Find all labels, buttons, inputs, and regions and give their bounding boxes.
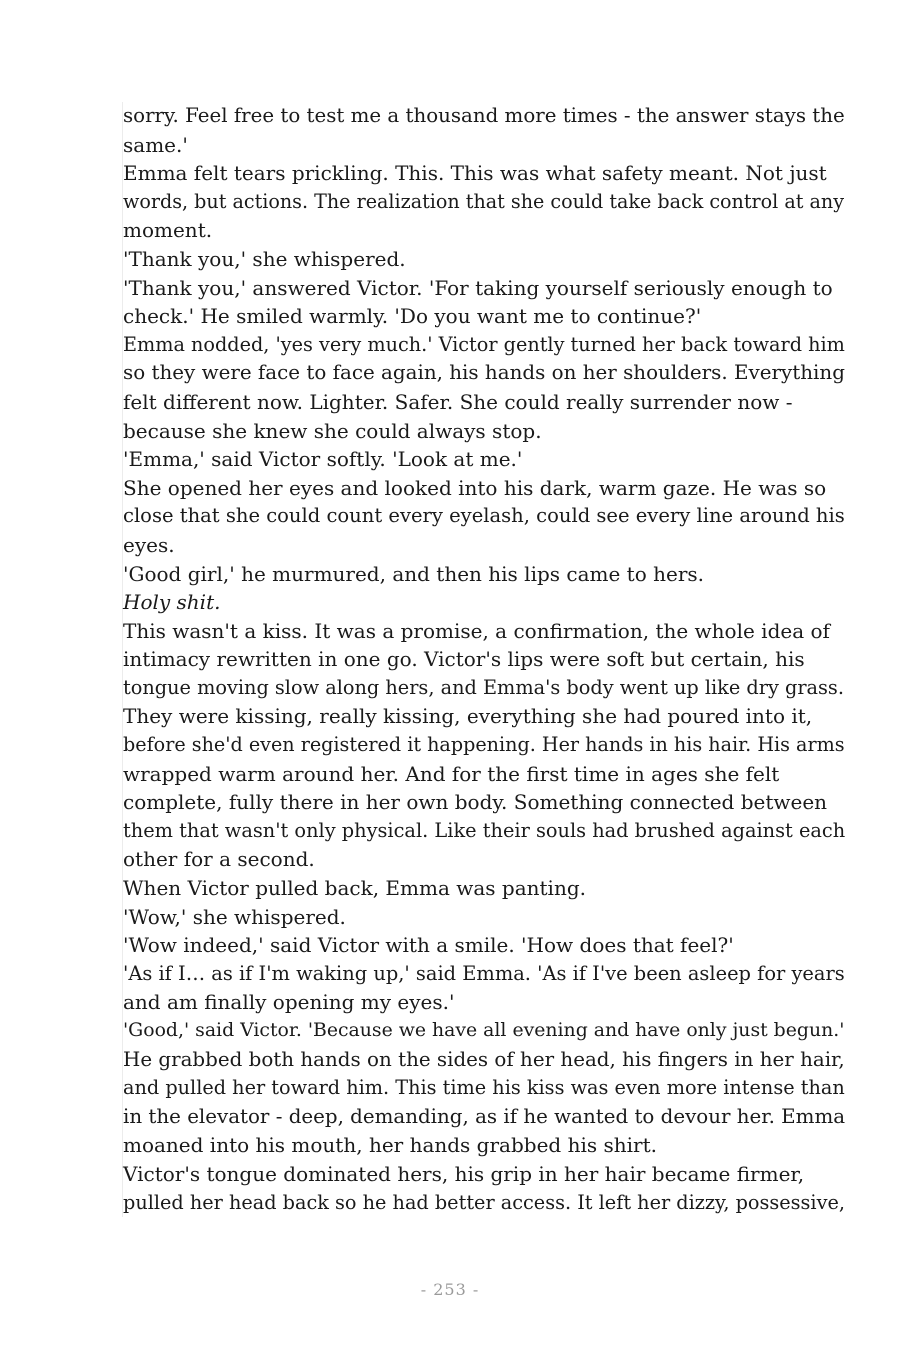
text-line: 'Thank you,' she whispered. — [123, 246, 406, 271]
text-line: He grabbed both hands on the sides of her head, his fingers in her hair, — [123, 1047, 845, 1071]
italic-text-line: Holy shit. — [123, 590, 221, 615]
text-line: moaned into his mouth, her hands grabbed his shirt. — [123, 1133, 657, 1158]
text-line: eyes. — [123, 532, 175, 557]
text-line: moment. — [123, 218, 213, 243]
text-line: check.' He smiled warmly. 'Do you want me to continue?' — [123, 304, 702, 329]
text-line: and am finally opening my eyes.' — [123, 990, 455, 1015]
text-line: them that wasn't only physical. Like their souls had brushed against each — [123, 818, 846, 842]
text-line: She opened her eyes and looked into his dark, warm gaze. He was so — [123, 475, 827, 500]
text-line: sorry. Feel free to test me a thousand more times - the answer stays the — [123, 104, 845, 127]
text-line: They were kissing, really kissing, everything she had poured into it, — [123, 704, 813, 729]
text-line: 'Wow,' she whispered. — [123, 904, 346, 929]
text-line: When Victor pulled back, Emma was panting. — [123, 876, 586, 901]
text-line: before she'd even registered it happening. Her hands in his hair. His arms — [123, 733, 845, 757]
text-line: felt different now. Lighter. Safer. She could really surrender now - — [123, 389, 793, 414]
text-line: 'Thank you,' answered Victor. 'For taking yourself seriously enough to — [123, 275, 833, 300]
text-line: because she knew she could always stop. — [123, 418, 542, 443]
text-line: other for a second. — [123, 847, 315, 872]
text-line: Victor's tongue dominated hers, his grip in her hair became firmer, — [123, 1161, 805, 1186]
text-line: wrapped warm around her. And for the first time in ages she felt — [123, 761, 780, 786]
text-line: Emma felt tears prickling. This. This was what safety meant. Not just — [123, 161, 827, 186]
text-line: This wasn't a kiss. It was a promise, a confirmation, the whole idea of — [123, 618, 830, 643]
text-line: words, but actions. The realization that she could take back control at any — [123, 189, 845, 213]
text-line: 'Wow indeed,' said Victor with a smile. 'How does that feel?' — [123, 933, 734, 958]
text-line: 'As if I… as if I'm waking up,' said Emma. 'As if I've been asleep for years — [123, 961, 845, 985]
text-line: same.' — [123, 132, 188, 157]
text-line: 'Good girl,' he murmured, and then his lips came to hers. — [123, 561, 705, 586]
body-text — [122, 102, 845, 1217]
page-number: - 253 - — [420, 1280, 480, 1299]
text-line: intimacy rewritten in one go. Victor's lips were soft but certain, his — [123, 647, 805, 672]
text-line: in the elevator - deep, demanding, as if he wanted to devour her. Emma — [123, 1104, 846, 1128]
text-line: so they were face to face again, his hands on her shoulders. Everything — [123, 361, 845, 385]
text-line: 'Emma,' said Victor softly. 'Look at me.' — [123, 447, 523, 472]
text-line: pulled her head back so he had better access. It left her dizzy, possessive, — [123, 1190, 845, 1214]
text-line: complete, fully there in her own body. Something connected between — [123, 790, 828, 815]
text-line: Emma nodded, 'yes very much.' Victor gently turned her back toward him — [123, 332, 845, 356]
text-line: tongue moving slow along hers, and Emma's body went up like dry grass. — [123, 675, 844, 699]
text-line: close that she could count every eyelash, could see every line around his — [123, 504, 845, 528]
text-line: 'Good,' said Victor. 'Because we have all evening and have only just begun.' — [123, 1020, 845, 1041]
text-line: and pulled her toward him. This time his kiss was even more intense than — [123, 1076, 845, 1100]
